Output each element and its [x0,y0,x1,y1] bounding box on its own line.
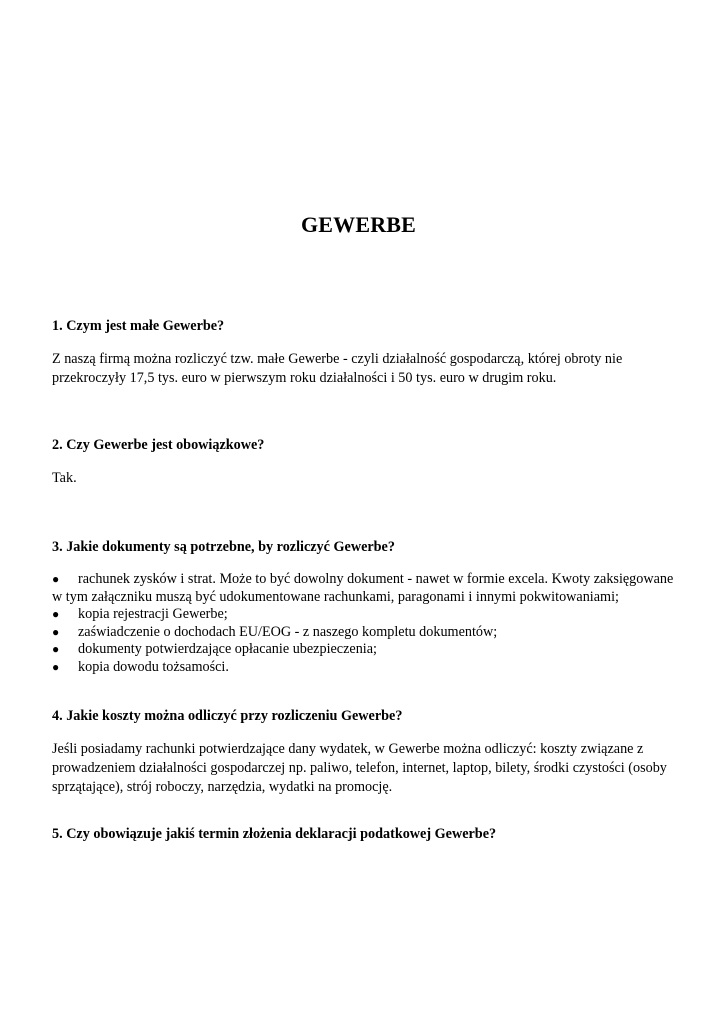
list-item: ● kopia dowodu tożsamości. [52,658,229,675]
bullet-icon: ● [52,572,60,586]
required-documents-list [52,571,682,676]
question-2: 2. Czy Gewerbe jest obowiązkowe? [52,437,265,453]
bullet-icon: ● [52,659,60,674]
answer-1: Z naszą firmą można rozliczyć tzw. małe Gewerbe - czyli działalność gospodarczą, której obroty nie przekroczyły 17,5 tys. euro w pierwszym roku działalności i 50 tys. euro w drugim roku. [52,351,623,386]
question-5: 5. Czy obowiązuje jakiś termin złożenia deklaracji podatkowej Gewerbe? [52,826,497,842]
document-title: GEWERBE [300,212,417,237]
question-3: 3. Jakie dokumenty są potrzebne, by rozliczyć Gewerbe? [52,539,395,555]
bullet-icon: ● [52,624,60,639]
question-1: 1. Czym jest małe Gewerbe? [52,318,225,334]
bullet-icon: ● [52,642,60,656]
list-item: ● rachunek zysków i strat. Może to być dowolny dokument - nawet w formie excela. Kwoty zaksięgowane w tym załączniku muszą być udokumentowane rachunkami, paragonami i innymi pokwitowaniami; [52,571,674,605]
answer-4: Jeśli posiadamy rachunki potwierdzające dany wydatek, w Gewerbe można odliczyć: koszty związane z prowadzeniem działalności gospodarczej np. paliwo, telefon, internet, laptop, bilety, środki czystości (osoby sprzątające), strój roboczy, narzędzia, wydatki na promocję. [52,741,667,795]
list-item: ● dokumenty potwierdzające opłacanie ubezpieczenia; [52,641,377,657]
list-item: ● zaświadczenie o dochodach EU/EOG - z naszego kompletu dokumentów; [52,623,498,640]
bullet-icon: ● [52,607,60,621]
answer-2: Tak. [52,470,77,486]
question-4: 4. Jakie koszty można odliczyć przy rozliczeniu Gewerbe? [52,708,403,724]
list-item: ● kopia rejestracji Gewerbe; [52,606,228,622]
